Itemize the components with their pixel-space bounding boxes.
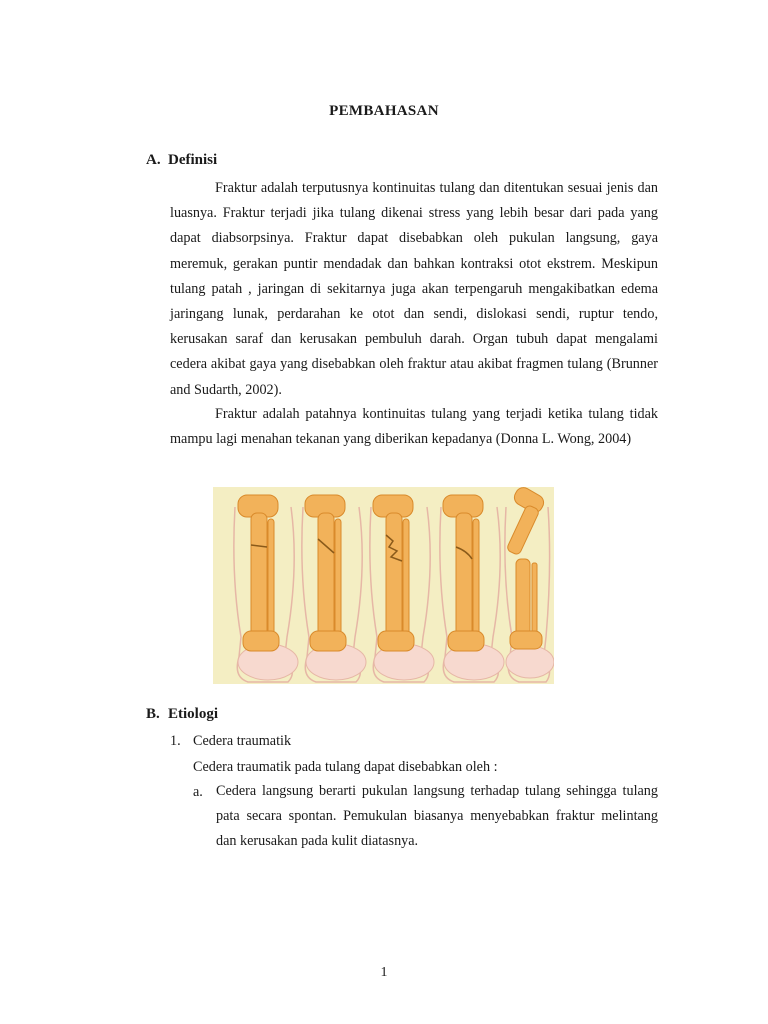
section-b-heading (146, 706, 218, 723)
page-number: 1 (380, 965, 388, 980)
definition-paragraph-2: Fraktur adalah patahnya kontinuitas tulang yang terjadi ketika tulang tidak mampu lagi menahan tekanan yang diberikan kepadanya (Donna L. Wong, 2004) (170, 406, 658, 448)
leg-2 (302, 495, 366, 682)
section-b-letter: B. (146, 706, 160, 722)
fracture-types-figure (213, 487, 554, 684)
leg-1 (234, 495, 298, 682)
leg-4 (440, 495, 504, 682)
page-title: PEMBAHASAN (329, 103, 439, 119)
sub-item-a-text: Cedera langsung berarti pukulan langsung terhadap tulang sehingga tulang pata secara spontan. Pemukulan biasanya menyebabkan fraktur melintang dan kerusakan pada kulit diatasnya. (216, 783, 658, 850)
definition-paragraph-1: Fraktur adalah terputusnya kontinuitas tulang dan ditentukan sesuai jenis dan luasnya. Fraktur terjadi jika tulang dikenai stress yang lebih besar dari pada yang dapat diabsorpsinya. Fraktur dapat disebabkan oleh pukulan langsung, gaya meremuk, gerakan puntir mendadak dan bahkan kontraksi otot ekstrem. Meskipun tulang patah , jaringan di sekitarnya juga akan terpengaruh mengakibatkan edema jaringang lunak, perdarahan ke otot dan sendi, dislokasi sendi, ruptur tendo, kerusakan saraf dan kerusakan pembuluh darah. Organ tubuh dapat mengalami cedera akibat gaya yang disebabkan oleh fraktur atau akibat fragmen tulang (Brunner and Sudarth, 2002). (170, 180, 658, 398)
list-item-1-label: Cedera traumatik (193, 733, 292, 749)
sub-item-a-letter: a. (193, 784, 203, 800)
leg-5 (505, 487, 554, 682)
section-a-heading (146, 152, 217, 169)
section-b-title: Etiologi (168, 706, 219, 722)
section-a-letter: A. (146, 152, 161, 168)
fracture-illustration (213, 487, 554, 684)
section-a-title: Definisi (168, 152, 218, 168)
leg-3 (370, 495, 434, 682)
list-item-1-intro: Cedera traumatik pada tulang dapat disebabkan oleh : (193, 759, 498, 775)
list-item-1-number: 1. (170, 733, 181, 749)
